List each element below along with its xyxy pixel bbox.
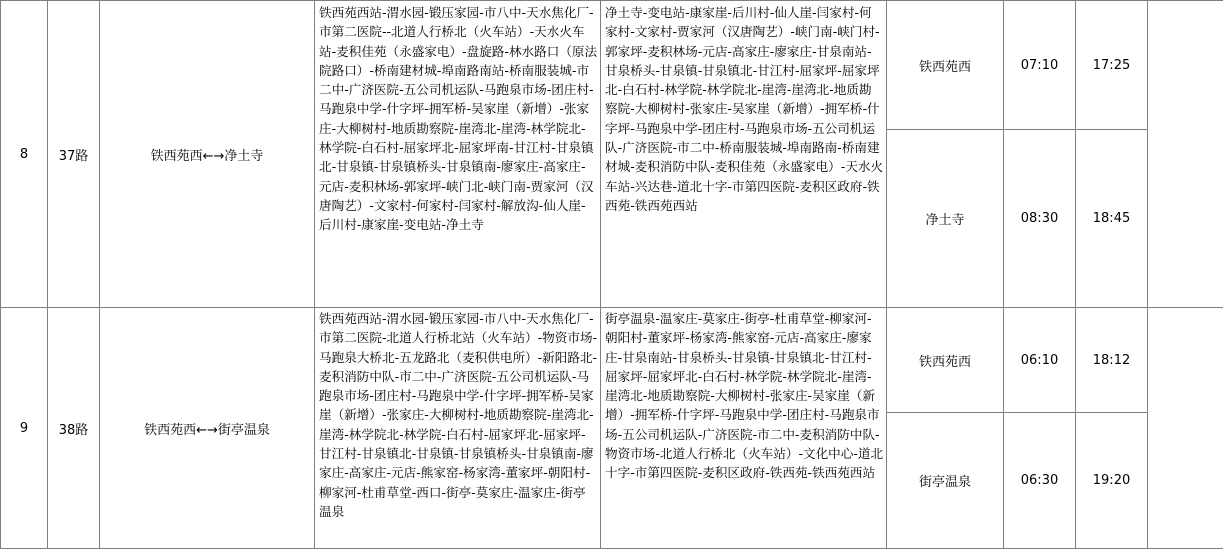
table-row: [1, 308, 1223, 413]
first-bus-time: 06:10: [1004, 308, 1076, 413]
row-index: 8: [1, 1, 48, 308]
empty-cell: [1148, 1, 1223, 308]
last-bus-time: 18:12: [1076, 308, 1148, 413]
table-row: [1, 1, 1223, 130]
last-bus-time: 19:20: [1076, 413, 1148, 549]
origin-station: 铁西苑西: [887, 1, 1004, 130]
last-bus-time: 18:45: [1076, 130, 1148, 308]
row-index: 9: [1, 308, 48, 549]
origin-station: 净土寺: [887, 130, 1004, 308]
first-bus-time: 07:10: [1004, 1, 1076, 130]
origin-station: 铁西苑西: [887, 308, 1004, 413]
route-terminals: 铁西苑西←→街亭温泉: [100, 308, 315, 549]
up-direction-stops: 铁西苑西站-渭水园-锻压家园-市八中-天水焦化厂-市第二医院-北道人行桥北站（火车站）-物资市场-马跑泉大桥北-五龙路北（麦积供电所）-新阳路北-麦积消防中队-市二中-广济医院-五公司机运队-马跑泉市场-团庄村-马跑泉中学-什字坪-拥军桥-吴家崖（新增）-张家庄-大柳树村-地质勘察院-崖湾北-崖湾-林学院北-林学院-白石村-屈家坪北-屈家坪-甘江村-甘泉镇北-甘泉镇-甘泉镇桥头-甘泉镇南-廖家庄-高家庄-元店-熊家窑-杨家湾-董家坪-朝阳村-柳家河-杜甫草堂-西口-街亭-莫家庄-温家庄-街亭温泉: [315, 308, 601, 549]
origin-station: 街亭温泉: [887, 413, 1004, 549]
empty-cell: [1148, 308, 1223, 549]
route-number: 37路: [48, 1, 100, 308]
down-direction-stops: 净土寺-变电站-康家崖-后川村-仙人崖-闫家村-何家村-文家村-贾家河（汉唐陶艺）-峡门南-峡门村-郭家坪-麦积林场-元店-高家庄-廖家庄-甘泉南站-甘泉桥头-甘泉镇-甘泉镇北-甘江村-屈家坪-屈家坪北-白石村-林学院-林学院北-崖湾-崖湾北-地质勘察院-大柳树村-张家庄-吴家崖（新增）-拥军桥-什字坪-马跑泉中学-团庄村-马跑泉市场-五公司机运队-广济医院-市二中-桥南服装城-埠南路南-桥南建材城-麦积消防中队-麦积佳苑（永盛家电）-天水火车站-兴达巷-道北十字-市第四医院-麦积区政府-铁西苑-铁西苑西站: [601, 1, 887, 308]
last-bus-time: 17:25: [1076, 1, 1148, 130]
first-bus-time: 08:30: [1004, 130, 1076, 308]
up-direction-stops: 铁西苑西站-渭水园-锻压家园-市八中-天水焦化厂-市第二医院--北道人行桥北（火车站）-天水火车站-麦积佳苑（永盛家电）-盘旋路-林水路口（原法院路口）-桥南建材城-埠南路南站-桥南服装城-市二中-广济医院-五公司机运队-马跑泉市场-团庄村-马跑泉中学-什字坪-拥军桥-吴家崖（新增）-张家庄-大柳树村-地质勘察院-崖湾北-崖湾-林学院北-林学院-白石村-屈家坪北-屈家坪南-甘江村-甘泉镇北-甘泉镇-甘泉镇桥头-甘泉镇南-廖家庄-高家庄-元店-麦积林场-郭家坪-峡门北-峡门南-贾家河（汉唐陶艺）-文家村-何家村-闫家村-解放沟-仙人崖-后川村-康家崖-变电站-净土寺: [315, 1, 601, 308]
route-number: 38路: [48, 308, 100, 549]
route-terminals: 铁西苑西←→净土寺: [100, 1, 315, 308]
first-bus-time: 06:30: [1004, 413, 1076, 549]
down-direction-stops: 街亭温泉-温家庄-莫家庄-街亭-杜甫草堂-柳家河-朝阳村-董家坪-杨家湾-熊家窑-元店-高家庄-廖家庄-甘泉南站-甘泉桥头-甘泉镇-甘泉镇北-甘江村-屈家坪-屈家坪北-白石村-林学院-林学院北-崖湾-崖湾北-地质勘察院-大柳树村-张家庄-吴家崖（新增）-拥军桥-什字坪-马跑泉中学-团庄村-马跑泉市场-五公司机运队-广济医院-市二中-麦积消防中队-物资市场-北道人行桥北（火车站）-文化中心-道北十字-市第四医院-麦积区政府-铁西苑-铁西苑西站: [601, 308, 887, 549]
